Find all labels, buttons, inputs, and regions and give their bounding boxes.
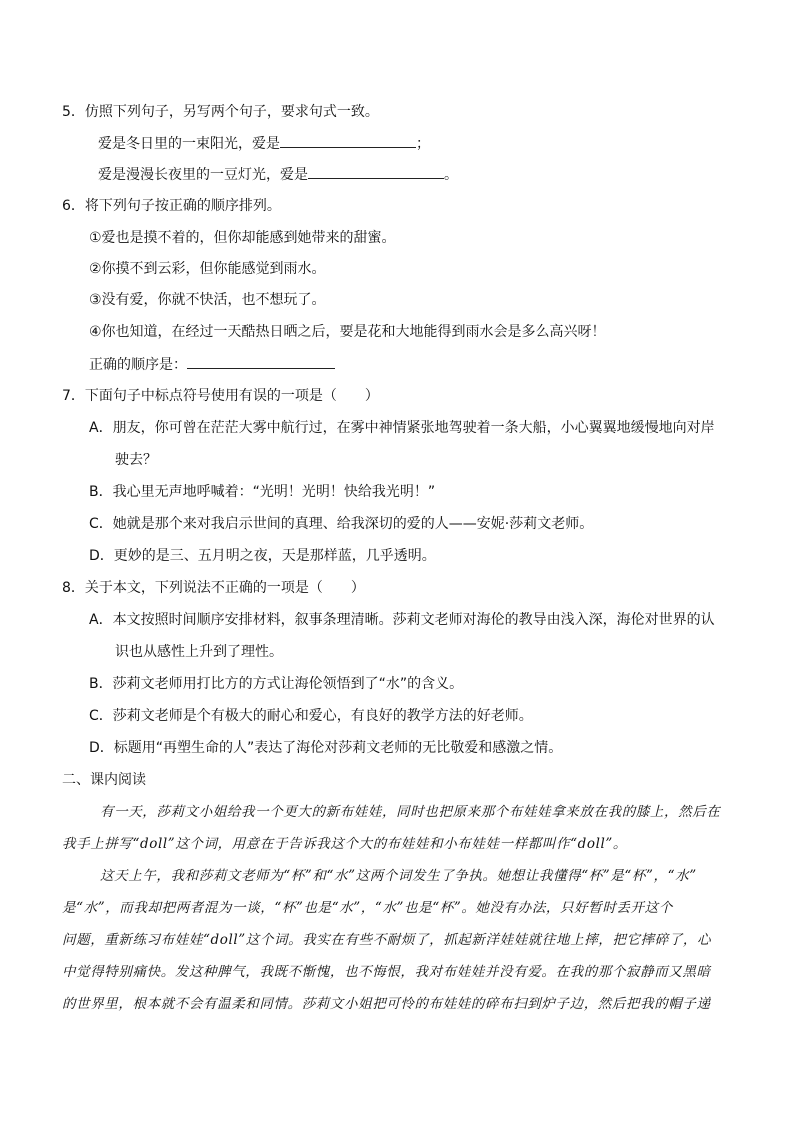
q5-line-2-end: 。 <box>444 167 458 183</box>
q7-option-d: D．更妙的是三、五月明之夜，天是那样蓝，几乎透明。 <box>89 548 436 564</box>
q6-item-3: ③没有爱，你就不快活，也不想玩了。 <box>89 292 326 308</box>
q7-option-b: B．我心里无声地呼喊着：“光明！光明！快给我光明！” <box>89 484 436 500</box>
q5-line-2-text: 爱是漫漫长夜里的一豆灯光，爱是 <box>98 167 308 183</box>
reading-p2-line-3: 问题，重新练习布娃娃“doll”这个词。我实在有些不耐烦了，抓起新洋娃娃就往地上摔，把它摔碎了，心 <box>62 932 712 948</box>
reading-p2-line-4: 中觉得特别痛快。发这种脾气，我既不惭愧，也不悔恨，我对布娃娃并没有爱。在我的那个寂静而又黑暗 <box>62 964 711 980</box>
q7-option-a-line-2: 驶去？ <box>115 452 157 468</box>
q5-line-1-end: ； <box>416 136 430 152</box>
q6-answer-label: 正确的顺序是： <box>89 357 187 373</box>
reading-p2-line-5: 的世界里，根本就不会有温柔和同情。莎莉文小姐把可怜的布娃娃的碎布扫到炉子边，然后把我的帽子递 <box>62 996 711 1012</box>
q7-option-c: C．她就是那个来对我启示世间的真理、给我深切的爱的人——安妮·莎莉文老师。 <box>89 516 594 532</box>
q8-option-c: C．莎莉文老师是个有极大的耐心和爱心，有良好的教学方法的好老师。 <box>89 708 533 724</box>
q7-option-a-line-1: A．朋友，你可曾在茫茫大雾中航行过，在雾中神情紧张地驾驶着一条大船，小心翼翼地缓慢地向对岸 <box>89 420 715 436</box>
q7-prompt: 7．下面句子中标点符号使用有误的一项是（ ） <box>62 388 379 404</box>
q8-prompt: 8．关于本文，下列说法不正确的一项是（ ） <box>62 580 365 596</box>
q6-answer-line <box>89 354 335 375</box>
q5-blank-1[interactable] <box>280 133 416 148</box>
q8-option-a-line-1: A．本文按照时间顺序安排材料，叙事条理清晰。莎莉文老师对海伦的教导由浅入深，海伦对世界的认 <box>89 612 715 628</box>
q6-prompt: 6．将下列句子按正确的顺序排列。 <box>62 198 281 214</box>
q5-blank-2[interactable] <box>308 164 444 179</box>
q6-answer-blank[interactable] <box>187 354 335 369</box>
q6-item-2: ②你摸不到云彩，但你能感觉到雨水。 <box>89 261 326 277</box>
q5-line-1 <box>98 133 430 154</box>
q8-option-d: D．标题用“再塑生命的人”表达了海伦对莎莉文老师的无比敬爱和感激之情。 <box>89 740 563 756</box>
reading-p2-line-2: 是“水”，而我却把两者混为一谈，“杯”也是“水”，“水”也是“杯”。她没有办法，只好暂时丢开这个 <box>62 900 673 916</box>
q8-option-b: B．莎莉文老师用打比方的方式让海伦领悟到了“水”的含义。 <box>89 676 464 692</box>
q5-line-2 <box>98 164 458 185</box>
reading-p1-line-2: 我手上拼写“doll”这个词，用意在于告诉我这个大的布娃娃和小布娃娃一样都叫作“doll”。 <box>62 836 628 852</box>
q5-prompt: 5．仿照下列句子，另写两个句子，要求句式一致。 <box>62 104 379 120</box>
section-2-heading: 二、课内阅读 <box>62 772 146 788</box>
q6-item-4: ④你也知道，在经过一天酷热日晒之后，要是花和大地能得到雨水会是多么高兴呀！ <box>89 324 606 340</box>
reading-p2-line-1: 这天上午，我和莎莉文老师为“杯”和“水”这两个词发生了争执。她想让我懂得“杯”是“杯”，“水” <box>100 868 697 884</box>
q6-item-1: ①爱也是摸不着的，但你却能感到她带来的甜蜜。 <box>89 230 396 246</box>
reading-p1-line-1: 有一天，莎莉文小姐给我一个更大的新布娃娃，同时也把原来那个布娃娃拿来放在我的膝上，然后在 <box>100 804 721 820</box>
q8-option-a-line-2: 识也从感性上升到了理性。 <box>115 644 283 660</box>
q5-line-1-text: 爱是冬日里的一束阳光，爱是 <box>98 136 280 152</box>
